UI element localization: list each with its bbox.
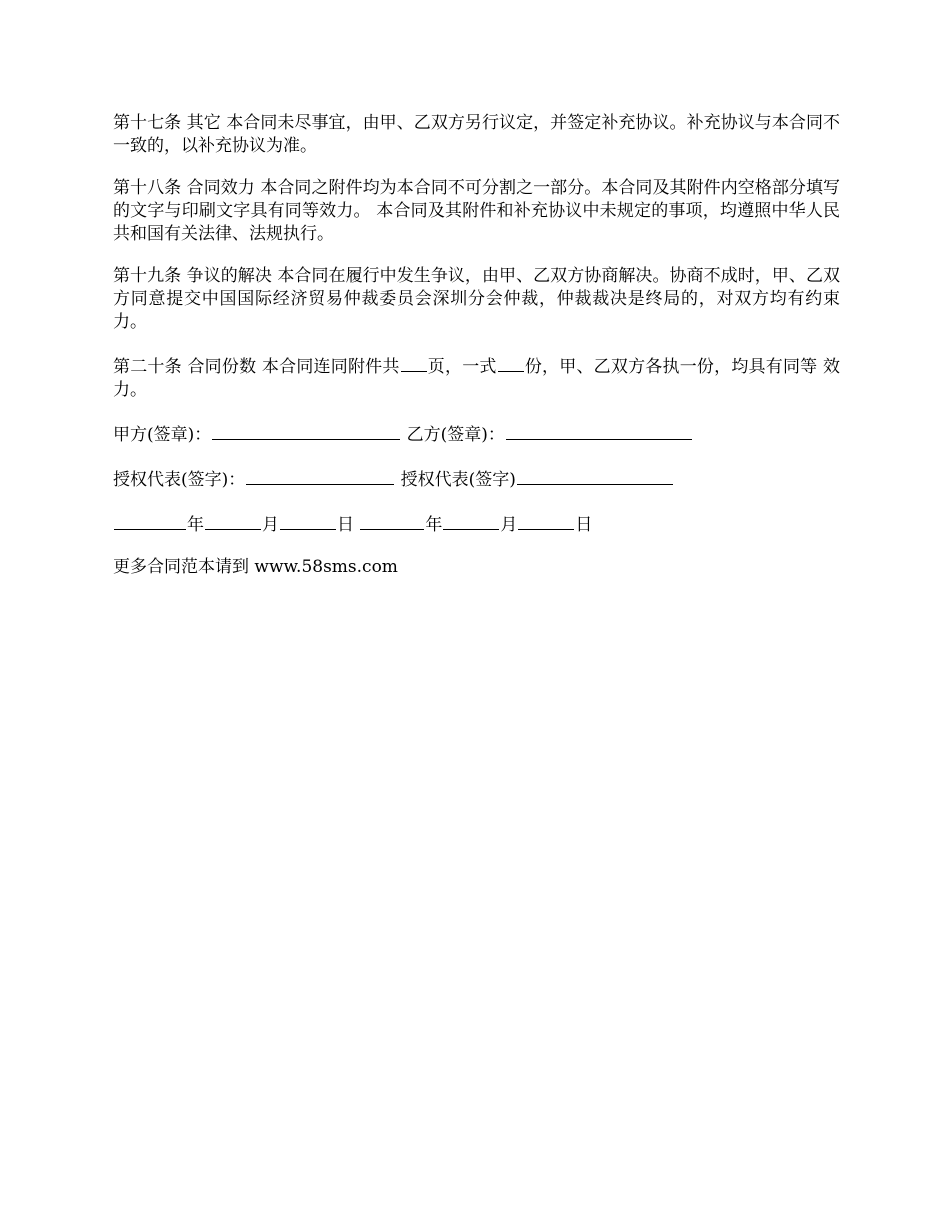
party-b-signature-blank xyxy=(506,421,692,440)
party-a-signature-blank xyxy=(212,421,400,440)
article-20-text-3: 份，甲、乙双方各执一份，均具有同等 效力。 xyxy=(113,357,841,400)
article-20-text-1: 第二十条 合同份数 本合同连同附件共 xyxy=(113,357,400,377)
copy-count-blank xyxy=(498,353,524,372)
party-b-label: 乙方(签章)： xyxy=(406,425,505,445)
representative-signature-line xyxy=(113,466,840,492)
day-a-label: 日 xyxy=(337,515,354,535)
month-a-blank xyxy=(205,511,261,530)
day-b-blank xyxy=(518,511,574,530)
article-20-text-2: 页，一式 xyxy=(427,357,497,377)
date-line xyxy=(113,511,840,537)
year-a-blank xyxy=(114,511,186,530)
rep-b-signature-blank xyxy=(517,466,673,485)
footer-note: 更多合同范本请到 www.58sms.com xyxy=(113,557,398,577)
day-a-blank xyxy=(280,511,336,530)
month-b-label: 月 xyxy=(500,515,518,535)
article-18: 第十八条 合同效力 本合同之附件均为本合同不可分割之一部分。本合同及其附件内空格部分填写的文字与印刷文字具有同等效力。 本合同及其附件和补充协议中未规定的事项，均遵照中华人民共和国有关法律、法规执行。 xyxy=(113,178,840,244)
rep-b-label: 授权代表(签字) xyxy=(400,470,516,490)
year-b-blank xyxy=(360,511,424,530)
party-signature-line xyxy=(113,421,840,447)
year-b-label: 年 xyxy=(425,515,443,535)
rep-a-signature-blank xyxy=(246,466,394,485)
contract-page xyxy=(113,112,840,598)
rep-a-label: 授权代表(签字)： xyxy=(113,470,246,490)
month-a-label: 月 xyxy=(262,515,279,535)
year-a-label: 年 xyxy=(187,515,204,535)
page-count-blank xyxy=(401,353,427,372)
day-b-label: 日 xyxy=(575,515,593,535)
party-a-label: 甲方(签章)： xyxy=(113,425,212,445)
month-b-blank xyxy=(443,511,499,530)
article-19: 第十九条 争议的解决 本合同在履行中发生争议，由甲、乙双方协商解决。协商不成时，甲、乙双方同意提交中国国际经济贸易仲裁委员会深圳分会仲裁，仲裁裁决是终局的，对双方均有约束力。 xyxy=(113,266,840,332)
article-17: 第十七条 其它 本合同未尽事宜，由甲、乙双方另行议定，并签定补充协议。补充协议与本合同不一致的，以补充协议为准。 xyxy=(113,113,840,156)
article-20 xyxy=(113,353,840,402)
